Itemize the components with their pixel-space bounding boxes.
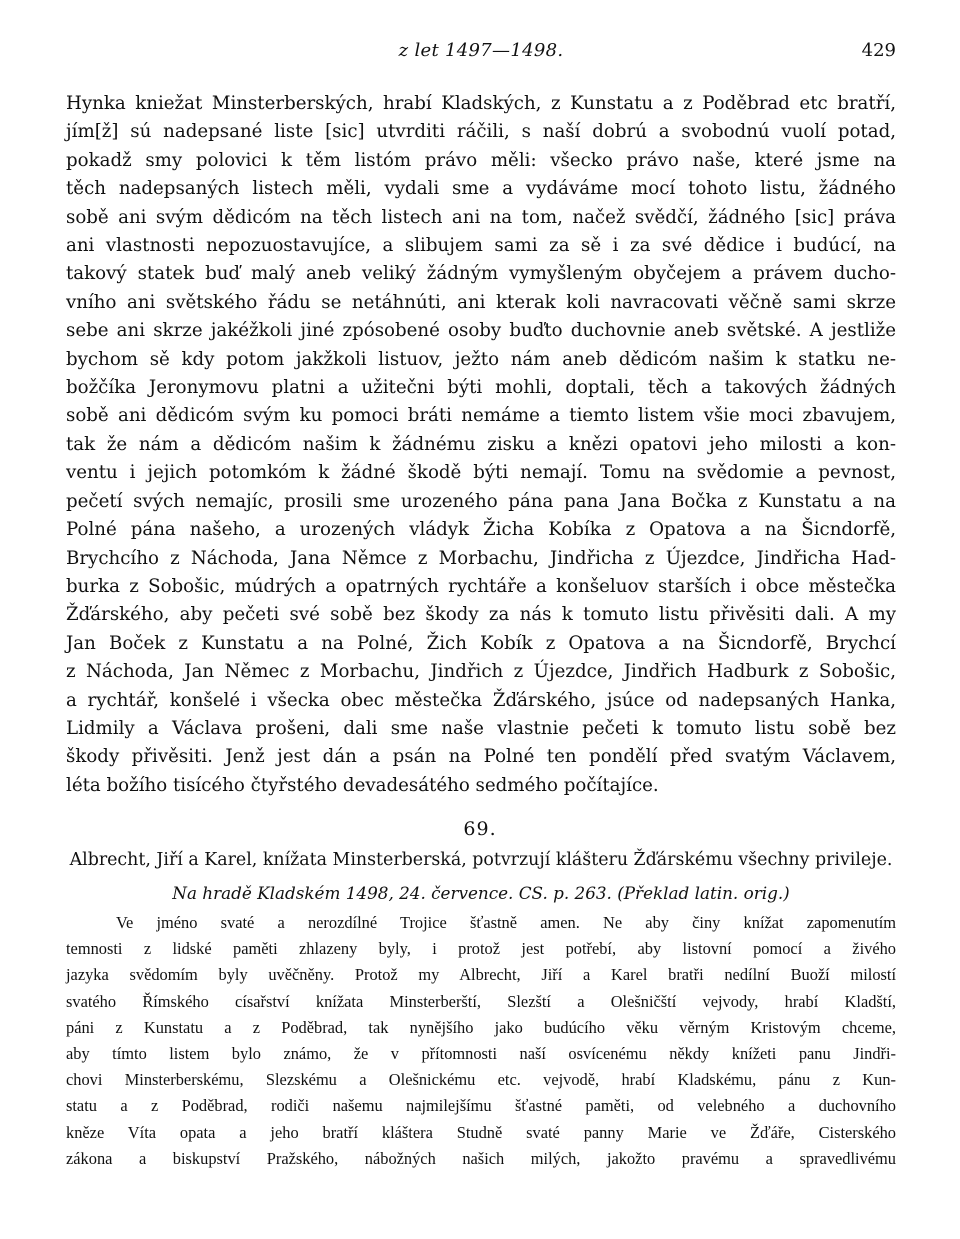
text-line: bychom sě kdy potom jakžkoli listuov, ježto nám aneb dědicóm našim k statku ne- xyxy=(66,348,896,370)
charter-text xyxy=(66,910,896,1172)
text-line: ventu i jejich potomkóm k žádné škodě býti nemají. Tomu na svědomie a pevnost, xyxy=(66,462,896,484)
text-line: pokadž smy polovici k těm listóm právo měli: všecko právo naše, které jsme na xyxy=(66,149,896,171)
document-heading: Albrecht, Jiří a Karel, knížata Minsterberská, potvrzují klášteru Žďárskému všechny privileje. xyxy=(69,850,893,870)
text-line: aby tímto listem bylo známo, že v přítomnosti naší osvícenému někdy knížeti panu Jindři- xyxy=(66,1044,896,1064)
text-line: léta božího tisícého čtyřstého devadesátého sedmého počítajíce. xyxy=(66,774,659,796)
text-line: burka z Sobošic, múdrých a opatrných rychtáře a konšeluov starších i obce městečka xyxy=(66,575,896,597)
text-line: ani vlastnosti nepozuostavujíce, a slibujem sami za sě i za své dědice i budúcí, na xyxy=(66,235,896,257)
text-line: Ve jméno svaté a nerozdílné Trojice šťastně amen. Ne aby činy knížat zapomenutím xyxy=(116,913,896,932)
text-line: chovi Minsterberskému, Slezskému a Olešnickému etc. vejvodě, hrabí Kladskému, pánu z Kun- xyxy=(66,1070,896,1090)
text-line: sebe ani skrze jakéžkoli jiné zpósobené osoby buďto duchovnie aneb světské. A jestliže xyxy=(66,320,896,342)
text-line: z Náchoda, Jan Němec z Morbachu, Jindřich z Újezdce, Jindřich Hadburk z Sobošic, xyxy=(66,661,896,683)
text-line: kněze Víta opata a jeho bratří kláštera Studně svaté panny Marie ve Žďáře, Cisterského xyxy=(66,1122,896,1142)
text-line: Žďárského, aby pečeti své sobě bez škody za nás k tomuto listu přivěsiti dali. A my xyxy=(66,604,896,626)
text-line: svatého Římského císařství knížata Minsterberští, Slezští a Olešničští vejvody, hrabí Kladští, xyxy=(66,991,896,1011)
text-line: božčíka Jeronymovu platni a užitečni býti mohli, doptali, těch a takových žádných xyxy=(66,377,896,399)
page-number: 429 xyxy=(861,40,896,61)
text-line: Jan Boček z Kunstatu a na Polné, Žich Kobík z Opatova a na Šicndorfě, Brychcí xyxy=(66,632,896,654)
text-line: sobě ani dědicóm svým ku pomoci bráti nemáme a tiemto listem všie moci zbavujem, xyxy=(66,405,896,427)
text-line: zákona a biskupství Pražského, nábožných našich milých, jakožto pravému a spravedlivému xyxy=(66,1148,896,1168)
text-line: a rychtář, konšelé i všecka obec městečka Žďárského, jsúce od nadepsaných Hanka, xyxy=(66,689,896,711)
text-line: Brychcího z Náchoda, Jana Němce z Morbachu, Jindřicha z Újezdce, Jindřicha Had- xyxy=(66,547,896,569)
text-line: sobě ani svým dědicóm na těch listech ani na tom, načež svědčí, žádného [sic] práva xyxy=(66,206,896,228)
text-line: páni z Kunstatu a z Poděbrad, tak nynějšího jako budúcího věku věrným Kristovým chceme, xyxy=(66,1017,896,1037)
text-line: temnosti z lidské paměti zhlazeny byly, i protož jest potřebí, aby listovní pomocí a živého xyxy=(66,939,896,959)
continued-charter-text xyxy=(66,90,896,800)
text-line: statu a z Poděbrad, rodiči našemu najmilejšímu šťastné paměti, od velebného a duchovního xyxy=(66,1096,896,1116)
document-number: 69. xyxy=(463,818,497,840)
text-line: jím[ž] sú nadepsané liste [sic] utvrditi ráčili, s naší dobrú a svobodnú vuolí potad, xyxy=(66,121,896,143)
document-source: Na hradě Kladském 1498, 24. července. CS. p. 263. (Překlad latin. orig.) xyxy=(172,883,790,903)
text-line: Hynka kniežat Minsterberských, hrabí Kladských, z Kunstatu a z Poděbrad etc bratří, xyxy=(66,93,896,114)
text-line: vního ani světského řádu se netáhnúti, ani kterak koli navracovati věčně sami skrze xyxy=(66,291,896,313)
text-line: těch nadepsaných listech měli, vydali sme a vydáváme mocí tohoto listu, žádného xyxy=(66,178,896,200)
text-line: tak že nám a dědicóm našim k žádnému zisku a knězi opatovi jeho milosti a kon- xyxy=(66,433,896,455)
text-line: jazyka svědomím byly uvěčněny. Protož my Albrecht, Jiří a Karel bratři nedílní Buoží milostí xyxy=(66,965,896,985)
running-title: z let 1497—1498. xyxy=(398,40,564,61)
text-line: takový statek buď malý aneb veliký žádným vymyšleným obyčejem a právem ducho- xyxy=(66,263,896,285)
text-line: Lidmily a Václava prošeni, dali sme naše vlastnie pečeti k tomuto listu sobě bez xyxy=(66,717,896,739)
running-header xyxy=(66,40,896,70)
text-line: škody přivěsiti. Jenž jest dán a psán na Polné ten pondělí před svatým Václavem, xyxy=(66,746,896,768)
text-line: Polné pána našeho, a urozených vládyk Žicha Kobíka z Opatova a na Šicndorfě, xyxy=(66,519,896,541)
text-line: pečetí svých nemajíc, prosili sme urozeného pána pana Jana Bočka z Kunstatu a na xyxy=(66,490,896,512)
